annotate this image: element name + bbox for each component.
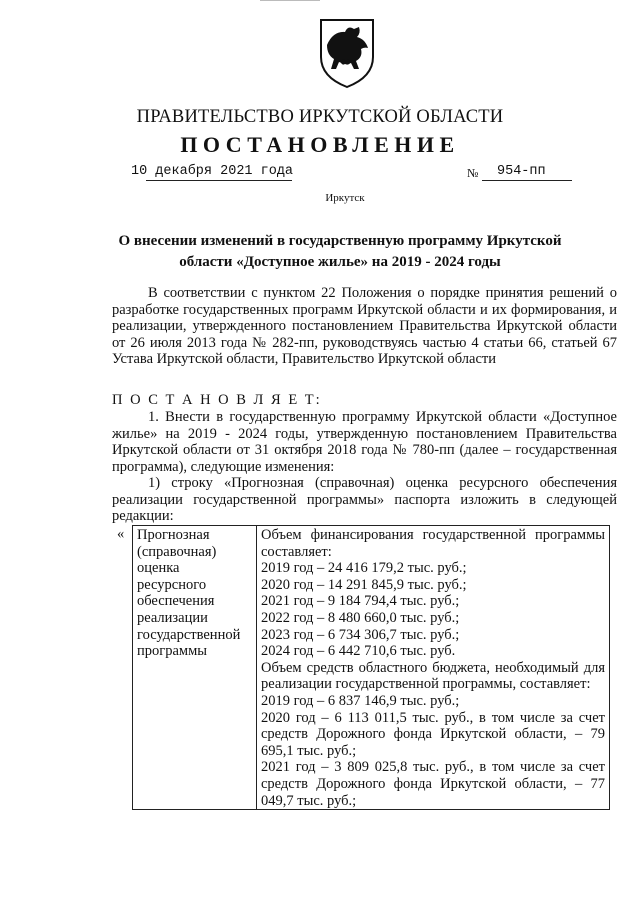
item-1-paragraph: 1. Внести в государственную программу Иркутской области «Доступное жилье» на 2019 - 2024 годы, утвержденную постановлением Правительства Иркутской области от 31 октября 2018 года № 780-пп (далее – государственная программа), следующие изменения:: [112, 409, 617, 475]
government-name: ПРАВИТЕЛЬСТВО ИРКУТСКОЙ ОБЛАСТИ: [136, 107, 504, 127]
row-value-cell: [257, 526, 610, 810]
total-funding-heading: Объем финансирования государственной программы составляет:: [261, 527, 605, 560]
irkutsk-coat-of-arms-icon: [318, 17, 376, 89]
number-underline: [482, 180, 572, 181]
resolves-heading: П О С Т А Н О В Л Я Е Т:: [112, 392, 322, 408]
regional-funding-line: 2019 год – 6 837 146,9 тыс. руб.;: [261, 692, 460, 709]
row-label-line: Прогнозная: [137, 527, 210, 543]
opening-quote: «: [117, 526, 125, 542]
document-type: ПОСТАНОВЛЕНИЕ: [180, 132, 460, 157]
total-funding-line: 2023 год – 6 734 306,7 тыс. руб.;: [261, 626, 460, 643]
regional-funding-line: 2020 год – 6 113 011,5 тыс. руб., в том числе за счет средств Дорожного фонда Иркутской области, – 79 695,1 тыс. руб.;: [261, 709, 605, 759]
total-funding-line: 2020 год – 14 291 845,9 тыс. руб.;: [261, 576, 467, 593]
row-label-line: обеспечения: [137, 593, 215, 610]
date-underline: [146, 180, 292, 181]
number-sign: №: [467, 166, 479, 180]
total-funding-line: 2021 год – 9 184 794,4 тыс. руб.;: [261, 593, 460, 610]
total-funding-line: 2024 год – 6 442 710,6 тыс. руб.: [261, 643, 456, 660]
decree-date: 10 декабря 2021 года: [131, 164, 294, 179]
scan-artifact-line: [260, 0, 320, 1]
passport-table: [132, 525, 610, 810]
total-funding-line: 2022 год – 8 480 660,0 тыс. руб.;: [261, 609, 460, 626]
total-funding-line: 2019 год – 24 416 179,2 тыс. руб.;: [261, 560, 467, 577]
row-label-line: программы: [137, 643, 207, 660]
city: Иркутск: [325, 192, 365, 204]
intro-paragraph: В соответствии с пунктом 22 Положения о порядке принятия решений о разработке государственных программ Иркутской области и их формирования, и реализации, утвержденного постановлением Правительства Иркутской области от 26 июля 2013 года № 282-пп, руководствуясь частью 4 статьи 66, статьей 67 Устава Иркутской области, Правительство Иркутской области: [112, 285, 617, 368]
row-label-cell: [133, 526, 257, 810]
regional-funding-line: 2021 год – 3 809 025,8 тыс. руб., в том числе за счет средств Дорожного фонда Иркутской области, – 77 049,7 тыс. руб.;: [261, 759, 605, 809]
row-label-line: оценка: [137, 560, 180, 577]
regional-funding-heading: Объем средств областного бюджета, необходимый для реализации государственной программы, составляет:: [261, 659, 605, 693]
row-label-line: реализации: [137, 609, 208, 626]
table-row: [133, 526, 610, 810]
item-1-1-paragraph: 1) строку «Прогнозная (справочная) оценка ресурсного обеспечения реализации государственной программы» паспорта изложить в следующей редакции:: [112, 475, 617, 525]
row-label-line: государственной: [137, 626, 241, 643]
row-label-line: (справочная): [137, 543, 217, 560]
row-label-line: ресурсного: [137, 576, 207, 593]
decree-title: О внесении изменений в государственную программу Иркутской области «Доступное жилье» на 2019 - 2024 годы: [118, 233, 562, 270]
decree-number: 954-пп: [497, 164, 546, 179]
